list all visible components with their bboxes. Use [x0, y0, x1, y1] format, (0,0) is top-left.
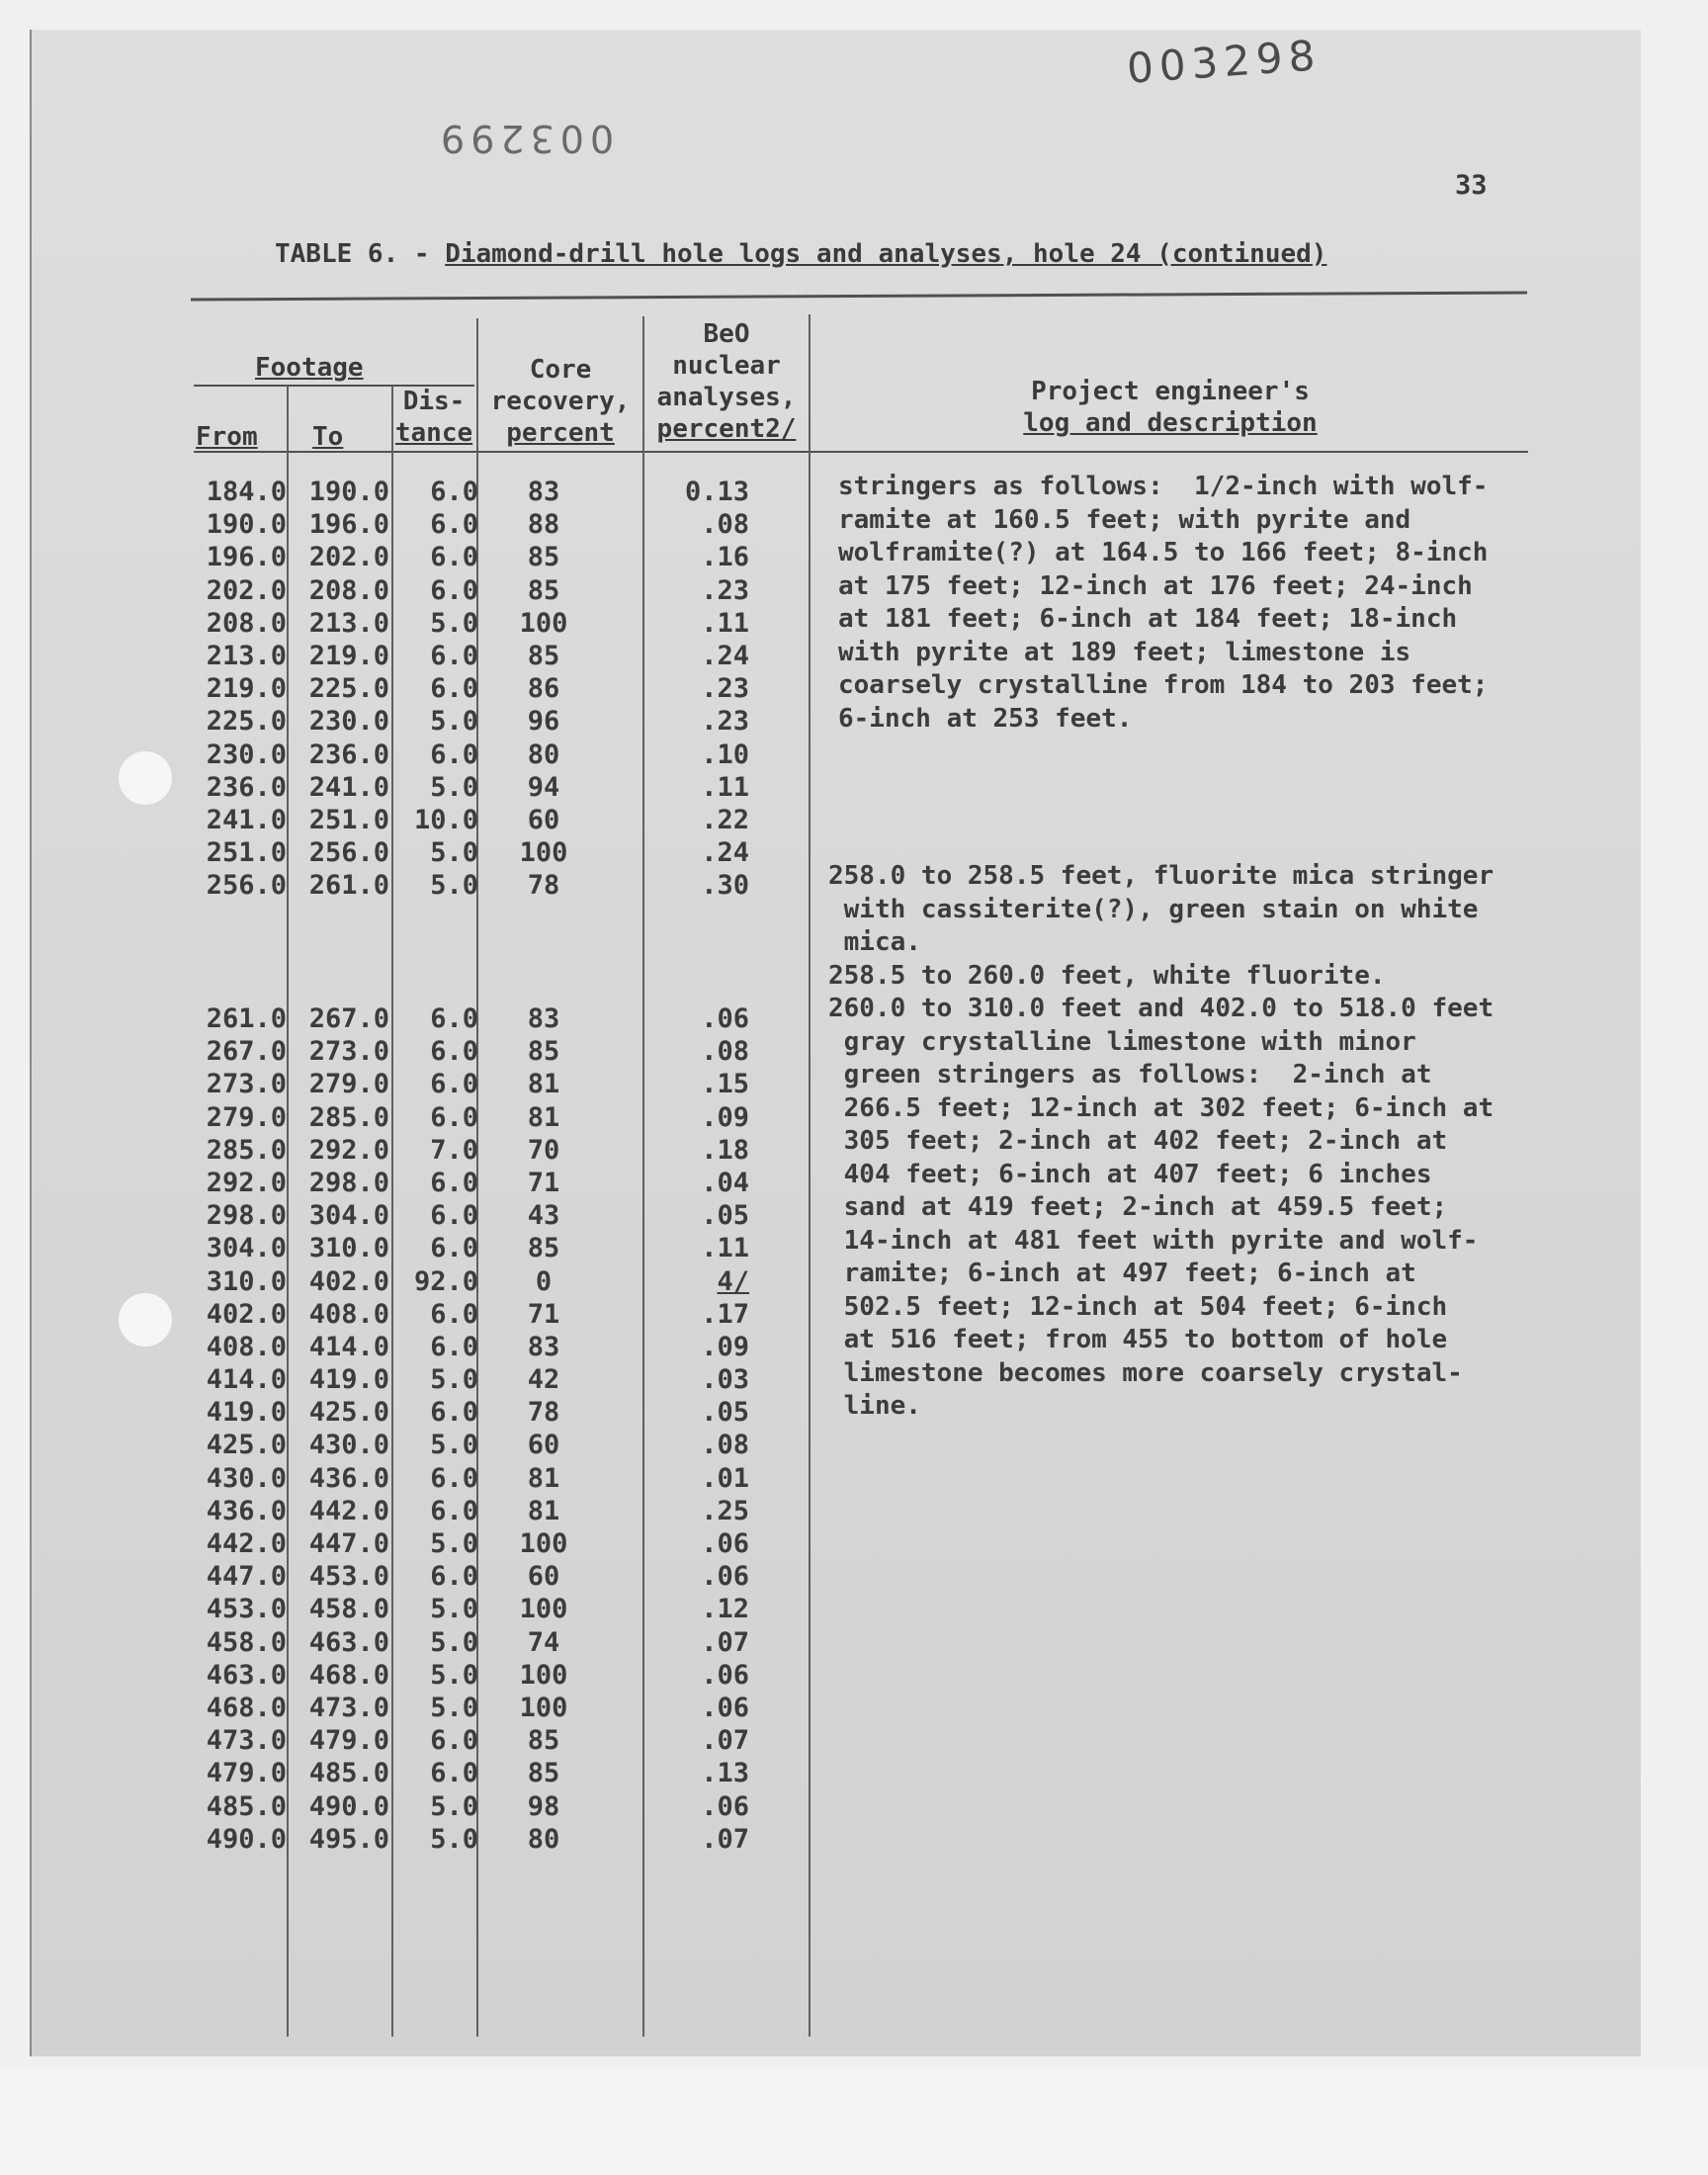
- cell-core-recovery: 100: [519, 607, 568, 639]
- cell-core-recovery: 80: [527, 1823, 560, 1855]
- cell-to: 261.0: [308, 870, 389, 902]
- cell-core-recovery: 80: [527, 739, 560, 770]
- cell-distance: 5.0: [430, 1692, 478, 1723]
- cell-distance: 6.0: [430, 477, 478, 507]
- header-distance: [391, 386, 476, 449]
- cell-core-recovery: 85: [527, 640, 560, 671]
- cell-distance: 6.0: [430, 509, 478, 541]
- cell-from: 202.0: [206, 574, 287, 606]
- header-bottom-rule: [194, 451, 1528, 453]
- cell-beo: .08: [701, 1036, 749, 1068]
- cell-core-recovery: 74: [527, 1626, 560, 1658]
- cell-from: 196.0: [206, 542, 287, 573]
- cell-to: 213.0: [308, 607, 389, 639]
- cell-beo: .12: [701, 1594, 749, 1625]
- cell-core-recovery: 70: [527, 1134, 560, 1166]
- cell-beo: .06: [701, 1659, 749, 1691]
- cell-to: 267.0: [308, 1003, 389, 1034]
- header-footage: Footage: [255, 353, 364, 383]
- header-distance-line2: tance: [394, 418, 473, 448]
- cell-distance: 6.0: [430, 574, 478, 606]
- cell-to: 273.0: [308, 1036, 389, 1068]
- cell-to: 458.0: [308, 1594, 389, 1625]
- cell-beo: .06: [701, 1790, 749, 1822]
- cell-distance: 6.0: [430, 1725, 478, 1757]
- cell-from: 190.0: [206, 509, 287, 541]
- cell-distance: 6.0: [430, 640, 478, 671]
- cell-beo: .08: [701, 1430, 749, 1461]
- cell-from: 425.0: [206, 1430, 287, 1461]
- cell-to: 230.0: [308, 706, 389, 738]
- cell-to: 304.0: [308, 1200, 389, 1232]
- cell-from: 219.0: [206, 673, 287, 705]
- cell-distance: 6.0: [430, 739, 478, 770]
- cell-beo: .11: [701, 607, 749, 639]
- cell-from: 292.0: [206, 1167, 287, 1198]
- cell-from: 468.0: [206, 1692, 287, 1723]
- cell-core-recovery: 60: [527, 1430, 560, 1461]
- cell-core-recovery: 81: [527, 1069, 560, 1100]
- cell-to: 225.0: [308, 673, 389, 705]
- cell-to: 425.0: [308, 1397, 389, 1429]
- cell-beo: .07: [701, 1823, 749, 1855]
- cell-from: 230.0: [206, 739, 287, 770]
- cell-distance: 10.0: [413, 804, 478, 835]
- cell-beo: 4/: [717, 1265, 749, 1297]
- cell-core-recovery: 86: [527, 673, 560, 705]
- header-beo-line4: percent2/: [656, 414, 797, 444]
- cell-distance: 5.0: [430, 607, 478, 639]
- cell-from: 402.0: [206, 1298, 287, 1330]
- cell-core-recovery: 100: [519, 837, 568, 869]
- cell-from: 310.0: [206, 1265, 287, 1297]
- cell-from: 285.0: [206, 1134, 287, 1166]
- cell-distance: 5.0: [430, 706, 478, 738]
- cell-to: 473.0: [308, 1692, 389, 1723]
- cell-core-recovery: 88: [527, 509, 560, 541]
- cell-core-recovery: 81: [527, 1495, 560, 1526]
- cell-to: 196.0: [308, 509, 389, 541]
- cell-beo: .11: [701, 771, 749, 803]
- cell-from: 267.0: [206, 1036, 287, 1068]
- cell-from: 273.0: [206, 1069, 287, 1100]
- cell-core-recovery: 78: [527, 1397, 560, 1429]
- cell-beo: .06: [701, 1692, 749, 1723]
- header-beo-line3: analyses,: [656, 383, 797, 412]
- cell-core-recovery: 85: [527, 1036, 560, 1068]
- cell-beo: .22: [701, 804, 749, 835]
- cell-distance: 5.0: [430, 1790, 478, 1822]
- column-divider-core: [642, 316, 644, 2037]
- cell-distance: 6.0: [430, 1167, 478, 1198]
- cell-beo: .09: [701, 1101, 749, 1133]
- cell-core-recovery: 85: [527, 1725, 560, 1757]
- cell-from: 463.0: [206, 1659, 287, 1691]
- description-block-1: stringers as follows: 1/2-inch with wolf- ramite at 160.5 feet; with pyrite and wolframite(?) at 164.5 to 166 feet; 8-inch at 175 feet; 12-inch at 176 feet; 24-inch at 181 feet; 6-inch at 184 feet; 18-inch with pyrite at 189 feet; limestone is coarsely crystalline from 184 to 203 feet; 6-inch at 253 feet.: [838, 472, 1489, 734]
- cell-from: 225.0: [206, 706, 287, 738]
- cell-distance: 6.0: [430, 1069, 478, 1100]
- cell-distance: 92.0: [413, 1265, 478, 1297]
- cell-distance: 6.0: [430, 1331, 478, 1362]
- cell-distance: 5.0: [430, 837, 478, 869]
- cell-distance: 6.0: [430, 1101, 478, 1133]
- cell-from: 213.0: [206, 640, 287, 671]
- cell-core-recovery: 98: [527, 1790, 560, 1822]
- cell-to: 279.0: [308, 1069, 389, 1100]
- cell-core-recovery: 94: [527, 771, 560, 803]
- cell-to: 285.0: [308, 1101, 389, 1133]
- cell-beo: .07: [701, 1725, 749, 1757]
- cell-to: 256.0: [308, 837, 389, 869]
- cell-distance: 5.0: [430, 870, 478, 902]
- cell-core-recovery: 85: [527, 574, 560, 606]
- cell-beo: .09: [701, 1331, 749, 1362]
- punch-hole-lower: [119, 1293, 172, 1347]
- cell-distance: 6.0: [430, 1298, 478, 1330]
- header-log-line1: Project engineer's: [1031, 377, 1310, 406]
- cell-to: 468.0: [308, 1659, 389, 1691]
- cell-distance: 6.0: [430, 1495, 478, 1526]
- cell-from: 208.0: [206, 607, 287, 639]
- cell-to: 292.0: [308, 1134, 389, 1166]
- cell-core-recovery: 96: [527, 706, 560, 738]
- cell-to: 447.0: [308, 1528, 389, 1559]
- document-serial-number: 003298: [1125, 31, 1323, 93]
- cell-distance: 6.0: [430, 1233, 478, 1264]
- header-log-description: [812, 376, 1528, 439]
- cell-to: 236.0: [308, 739, 389, 770]
- table-title: [275, 239, 1326, 269]
- cell-to: 419.0: [308, 1364, 389, 1396]
- column-divider-to: [391, 386, 393, 2037]
- cell-from: 408.0: [206, 1331, 287, 1362]
- cell-core-recovery: 60: [527, 1561, 560, 1593]
- cell-core-recovery: 71: [527, 1298, 560, 1330]
- cell-beo: .04: [701, 1167, 749, 1198]
- cell-core-recovery: 85: [527, 1233, 560, 1264]
- cell-from: 251.0: [206, 837, 287, 869]
- cell-core-recovery: 83: [527, 1003, 560, 1034]
- cell-distance: 6.0: [430, 542, 478, 573]
- cell-from: 298.0: [206, 1200, 287, 1232]
- cell-from: 430.0: [206, 1462, 287, 1494]
- cell-distance: 5.0: [430, 1626, 478, 1658]
- cell-distance: 5.0: [430, 1430, 478, 1461]
- cell-to: 241.0: [308, 771, 389, 803]
- header-from: From: [196, 422, 258, 452]
- cell-beo: .07: [701, 1626, 749, 1658]
- cell-to: 208.0: [308, 574, 389, 606]
- cell-beo: .01: [701, 1462, 749, 1494]
- cell-from: 447.0: [206, 1561, 287, 1593]
- cell-beo: .10: [701, 739, 749, 770]
- cell-to: 402.0: [308, 1265, 389, 1297]
- cell-beo: 0.13: [684, 477, 749, 507]
- cell-from: 479.0: [206, 1758, 287, 1789]
- cell-beo: .15: [701, 1069, 749, 1100]
- cell-beo: .03: [701, 1364, 749, 1396]
- cell-core-recovery: 100: [519, 1692, 568, 1723]
- cell-distance: 5.0: [430, 1823, 478, 1855]
- cell-from: 279.0: [206, 1101, 287, 1133]
- cell-distance: 6.0: [430, 1200, 478, 1232]
- cell-distance: 5.0: [430, 1659, 478, 1691]
- cell-from: 490.0: [206, 1823, 287, 1855]
- column-divider-from: [287, 386, 289, 2037]
- cell-core-recovery: 71: [527, 1167, 560, 1198]
- header-core-line3: percent: [506, 418, 615, 448]
- cell-beo: .13: [701, 1758, 749, 1789]
- cell-beo: .05: [701, 1397, 749, 1429]
- cell-core-recovery: 85: [527, 542, 560, 573]
- header-distance-line1: Dis-: [402, 387, 466, 416]
- column-divider-beo: [809, 314, 811, 2037]
- description-block-2: 258.0 to 258.5 feet, fluorite mica stringer with cassiterite(?), green stain on white mica. 258.5 to 260.0 feet, white fluorite. 260.0 to 310.0 feet and 402.0 to 518.0 feet gray crystalline limestone with minor green stringers as follows: 2-inch at 266.5 feet; 12-inch at 302 feet; 6-inch at 305 feet; 2-inch at 402 feet; 2-inch at 404 feet; 6-inch at 407 feet; 6 inches sand at 419 feet; 2-inch at 459.5 feet; 14-inch at 481 feet with pyrite and wolf- ramite; 6-inch at 497 feet; 6-inch at 502.5 feet; 12-inch at 504 feet; 6-inch at 516 feet; from 455 to bottom of hole limestone becomes more coarsely crystal- line.: [828, 861, 1494, 1421]
- cell-to: 436.0: [308, 1462, 389, 1494]
- page-number: 33: [1455, 170, 1488, 201]
- cell-distance: 6.0: [430, 1462, 478, 1494]
- cell-core-recovery: 100: [519, 1659, 568, 1691]
- cell-from: 458.0: [206, 1626, 287, 1658]
- cell-core-recovery: 100: [519, 1528, 568, 1559]
- cell-distance: 6.0: [430, 1036, 478, 1068]
- header-core-recovery: [478, 354, 642, 449]
- cell-core-recovery: 43: [527, 1200, 560, 1232]
- header-core-line2: recovery,: [490, 387, 631, 416]
- cell-distance: 6.0: [430, 1758, 478, 1789]
- table-title-prefix: TABLE 6. -: [275, 239, 446, 269]
- cell-core-recovery: 85: [527, 1758, 560, 1789]
- cell-beo: .18: [701, 1134, 749, 1166]
- cell-to: 463.0: [308, 1626, 389, 1658]
- cell-beo: .11: [701, 1233, 749, 1264]
- cell-core-recovery: 81: [527, 1101, 560, 1133]
- header-log-line2: log and description: [1023, 408, 1318, 438]
- cell-distance: 6.0: [430, 1561, 478, 1593]
- cell-core-recovery: 83: [527, 477, 560, 507]
- cell-beo: .23: [701, 706, 749, 738]
- cell-to: 202.0: [308, 542, 389, 573]
- cell-from: 485.0: [206, 1790, 287, 1822]
- cell-core-recovery: 42: [527, 1364, 560, 1396]
- cell-from: 419.0: [206, 1397, 287, 1429]
- header-beo-line1: BeO: [703, 319, 750, 349]
- cell-beo: .05: [701, 1200, 749, 1232]
- cell-from: 241.0: [206, 804, 287, 835]
- mirrored-serial-number: 003299: [435, 117, 615, 160]
- header-to: To: [312, 422, 344, 452]
- cell-from: 414.0: [206, 1364, 287, 1396]
- cell-distance: 7.0: [430, 1134, 478, 1166]
- cell-from: 442.0: [206, 1528, 287, 1559]
- cell-beo: .06: [701, 1561, 749, 1593]
- cell-beo: .30: [701, 870, 749, 902]
- cell-beo: .24: [701, 640, 749, 671]
- cell-beo: .06: [701, 1003, 749, 1034]
- cell-beo: .25: [701, 1495, 749, 1526]
- cell-from: 436.0: [206, 1495, 287, 1526]
- cell-distance: 6.0: [430, 1397, 478, 1429]
- cell-distance: 5.0: [430, 1528, 478, 1559]
- cell-to: 251.0: [308, 804, 389, 835]
- cell-from: 453.0: [206, 1594, 287, 1625]
- cell-to: 408.0: [308, 1298, 389, 1330]
- cell-core-recovery: 81: [527, 1462, 560, 1494]
- cell-to: 479.0: [308, 1725, 389, 1757]
- cell-to: 414.0: [308, 1331, 389, 1362]
- cell-core-recovery: 78: [527, 870, 560, 902]
- cell-to: 485.0: [308, 1758, 389, 1789]
- cell-distance: 5.0: [430, 1594, 478, 1625]
- cell-to: 495.0: [308, 1823, 389, 1855]
- cell-beo: .23: [701, 673, 749, 705]
- cell-from: 184.0: [206, 477, 287, 507]
- header-beo: [644, 318, 809, 445]
- punch-hole-upper: [119, 751, 172, 805]
- header-core-line1: Core: [529, 355, 592, 385]
- cell-to: 453.0: [308, 1561, 389, 1593]
- cell-to: 190.0: [308, 477, 389, 507]
- cell-beo: .08: [701, 509, 749, 541]
- cell-to: 442.0: [308, 1495, 389, 1526]
- cell-distance: 5.0: [430, 1364, 478, 1396]
- cell-to: 490.0: [308, 1790, 389, 1822]
- cell-from: 473.0: [206, 1725, 287, 1757]
- cell-from: 236.0: [206, 771, 287, 803]
- cell-beo: .16: [701, 542, 749, 573]
- cell-beo: .24: [701, 837, 749, 869]
- cell-to: 219.0: [308, 640, 389, 671]
- table-title-text: Diamond-drill hole logs and analyses, hole 24 (continued): [445, 239, 1327, 269]
- cell-beo: .17: [701, 1298, 749, 1330]
- cell-core-recovery: 83: [527, 1331, 560, 1362]
- scan-bottom-margin: [0, 2066, 1708, 2175]
- cell-beo: .23: [701, 574, 749, 606]
- cell-from: 304.0: [206, 1233, 287, 1264]
- cell-distance: 6.0: [430, 1003, 478, 1034]
- cell-from: 256.0: [206, 870, 287, 902]
- header-beo-line2: nuclear: [672, 351, 781, 381]
- cell-beo: .06: [701, 1528, 749, 1559]
- cell-distance: 6.0: [430, 673, 478, 705]
- cell-to: 310.0: [308, 1233, 389, 1264]
- cell-core-recovery: 100: [519, 1594, 568, 1625]
- cell-core-recovery: 60: [527, 804, 560, 835]
- cell-to: 298.0: [308, 1167, 389, 1198]
- cell-core-recovery: 0: [535, 1265, 553, 1297]
- cell-from: 261.0: [206, 1003, 287, 1034]
- cell-to: 430.0: [308, 1430, 389, 1461]
- cell-distance: 5.0: [430, 771, 478, 803]
